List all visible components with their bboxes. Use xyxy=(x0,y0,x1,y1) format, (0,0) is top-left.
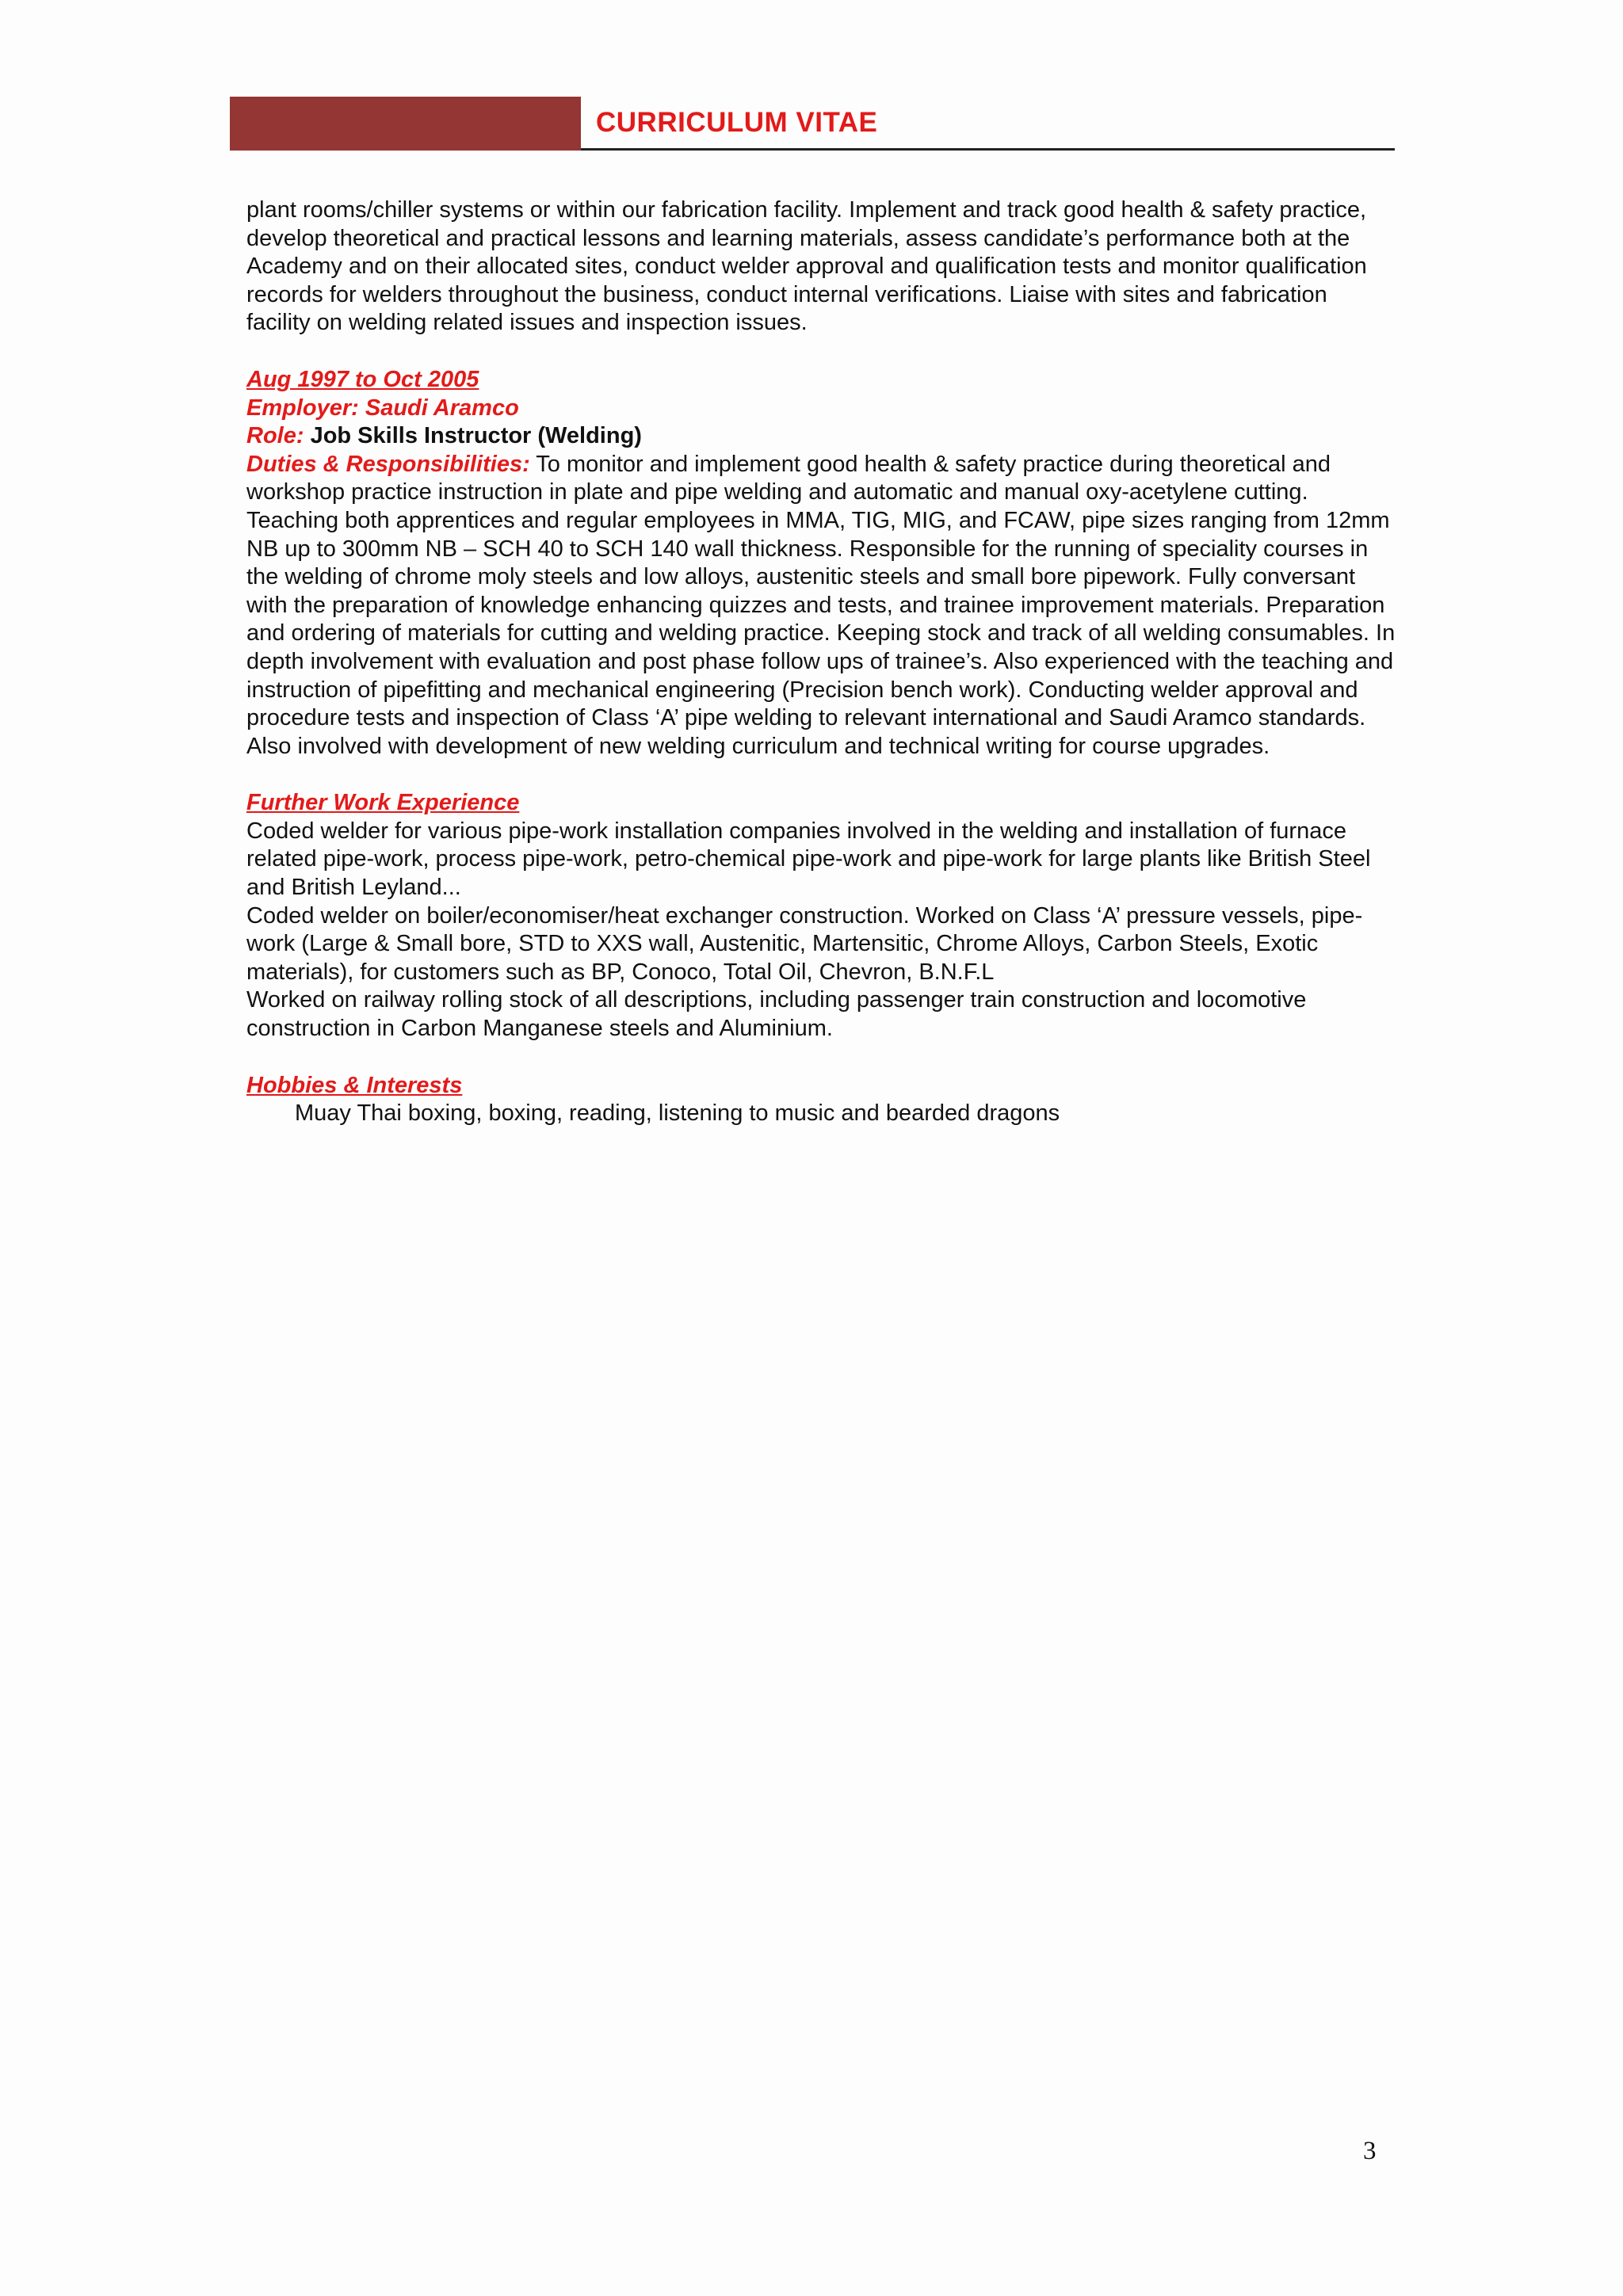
job-employer: Employer: Saudi Aramco xyxy=(246,395,519,421)
section-spacer xyxy=(246,761,1396,789)
section-spacer xyxy=(246,338,1396,366)
hobbies-heading: Hobbies & Interests xyxy=(246,1072,463,1098)
job-dates: Aug 1997 to Oct 2005 xyxy=(246,366,479,392)
role-value: Job Skills Instructor (Welding) xyxy=(310,423,642,449)
further-work-heading: Further Work Experience xyxy=(246,790,520,816)
job-entry xyxy=(246,366,1396,761)
duties-text: To monitor and implement good health & safety practice during theoretical and workshop practice instruction in plate and pipe welding and automatic and manual oxy-acetylene cutting. Teaching both apprentices and regular employees in MMA, TIG, MIG, and FCAW, pipe sizes ranging from 12mm NB up to 300mm NB – SCH 40 to SCH 140 wall thickness. Responsible for the running of speciality courses in the welding of chrome moly steels and low alloys, austenitic steels and small bore pipework. Fully conversant with the preparation of knowledge enhancing quizzes and tests, and trainee improvement materials. Preparation and ordering of materials for cutting and welding practice. Keeping stock and track of all welding consumables. In depth involvement with evaluation and post phase follow ups of trainee’s. Also experienced with the teaching and instruction of pipefitting and mechanical engineering (Precision bench work). Conducting welder approval and procedure tests and inspection of Class ‘A’ pipe welding to relevant international and Saudi Aramco standards. Also involved with development of new welding curriculum and technical writing for course upgrades. xyxy=(246,451,1396,759)
further-work-paragraph: Coded welder on boiler/economiser/heat exchanger construction. Worked on Class ‘A’ pressure vessels, pipe-work (Large & Small bore, STD to XXS wall, Austenitic, Martensitic, Chrome Alloys, Carbon Steels, Exotic materials), for customers such as BP, Conoco, Total Oil, Chevron, B.N.F.L xyxy=(246,902,1363,985)
duties-label: Duties & Responsibilities: xyxy=(246,451,530,477)
document-body xyxy=(246,196,1396,1128)
further-work-section xyxy=(246,789,1396,1043)
page-number: 3 xyxy=(1363,2137,1377,2165)
header-divider xyxy=(581,148,1395,151)
further-work-paragraph: Coded welder for various pipe-work installation companies involved in the welding and installation of furnace related pipe-work, process pipe-work, petro-chemical pipe-work and pipe-work for large plants like British Steel and British Leyland... xyxy=(246,818,1371,901)
job-duties xyxy=(246,451,1396,761)
header-color-bar xyxy=(230,97,581,151)
hobbies-section xyxy=(246,1072,1396,1128)
job-role xyxy=(246,422,1396,451)
further-work-paragraph: Worked on railway rolling stock of all descriptions, including passenger train construction and locomotive construction in Carbon Manganese steels and Aluminium. xyxy=(246,987,1307,1042)
section-spacer xyxy=(246,1043,1396,1072)
intro-paragraph: plant rooms/chiller systems or within our fabrication facility. Implement and track good health & safety practice, develop theoretical and practical lessons and learning materials, assess candidate’s performance both at the Academy and on their allocated sites, conduct welder approval and qualification tests and monitor qualification records for welders throughout the business, conduct internal verifications. Liaise with sites and fabrication facility on welding related issues and inspection issues. xyxy=(246,197,1367,336)
role-label: Role: xyxy=(246,423,304,449)
hobbies-text: Muay Thai boxing, boxing, reading, listening to music and bearded dragons xyxy=(295,1100,1060,1127)
document-title: CURRICULUM VITAE xyxy=(596,107,878,138)
